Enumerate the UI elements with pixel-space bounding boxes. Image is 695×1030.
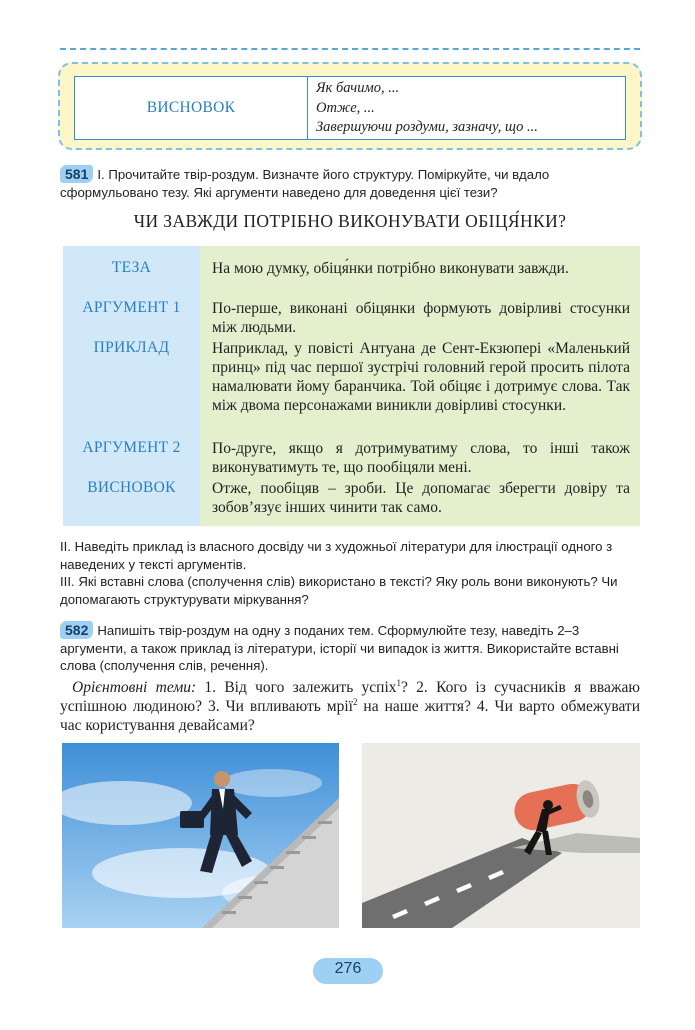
conclusion-phrase-2: Отже, ... <box>316 99 375 116</box>
label-thesis: ТЕЗА <box>111 259 152 276</box>
text-thesis: На мою думку, обіця́нки потрібно виконувати завжди. <box>212 260 569 277</box>
exercise-582 <box>60 622 640 675</box>
man-unrolling-road-illustration <box>362 743 640 928</box>
businessman-stairs-illustration <box>62 743 339 928</box>
theme-part-2: ? 2. Кого із сучасників я вважаю успішною людиною? 3. Чи впливають мрії <box>60 679 640 715</box>
themes-lead: Орієнтовні теми: <box>72 679 197 696</box>
label-conclusion: ВИСНОВОК <box>87 479 176 496</box>
exercise-581-text: І. Прочитайте твір-роздум. Визначте його структуру. Поміркуйте, чи вдало сформульовано тезу. Які аргументи наведено для доведення цієї тези? <box>60 167 550 200</box>
text-argument-2: По-друге, якщо я дотримуватиму слова, то інші також виконуватимуть те, що пообіцяли мені. <box>212 440 630 476</box>
text-conclusion: Отже, пообіцяв – зроби. Це допомагає зберегти довіру та зобов’язує інших чинити так само. <box>212 480 630 516</box>
essay-title: ЧИ ЗАВЖДИ ПОТРІБНО ВИКОНУВАТИ ОБІЦЯ́НКИ? <box>133 211 567 231</box>
conclusion-phrases <box>308 77 625 139</box>
exercise-number-badge: 582 <box>60 621 93 639</box>
theme-part-1: 1. Від чого залежить успіх <box>204 679 397 696</box>
text-example: Наприклад, у повісті Антуана де Сент-Екзюпері «Маленький принц» під час першої зустрічі головний герой просить пілота намалювати йому баранчика. Той обіцяє і дотримує слова. Так між двома персонажами виникли довірливі стосунки. <box>212 340 630 414</box>
exercise-582-text: Напишіть твір-роздум на одну з поданих тем. Сформулюйте тезу, наведіть 2–3 аргументи, а також приклад із літератури, історії чи випадок із життя. Використайте вставні слова (сполучення слів, речення). <box>60 623 619 673</box>
label-argument-2: АРГУМЕНТ 2 <box>82 439 181 456</box>
task-2-text: ІІ. Наведіть приклад із власного досвіду чи з художньої літератури для ілюстрації одного з наведених у тексті аргументів. <box>60 539 613 572</box>
top-dashed-rule <box>60 48 640 50</box>
page-number: 276 <box>334 960 362 977</box>
exercise-581 <box>60 166 640 201</box>
exercise-number-badge: 581 <box>60 165 93 183</box>
conclusion-table <box>74 76 626 140</box>
text-argument-1: По-перше, виконані обіцянки формують довірливі стосунки між людьми. <box>212 300 630 336</box>
task-3-text: ІІІ. Які вставні слова (сполучення слів) використано в тексті? Яку роль вони виконують? Чи допомагають структурувати міркування? <box>60 574 618 607</box>
footnote-mark-2: 2 <box>352 696 358 707</box>
label-argument-1: АРГУМЕНТ 1 <box>82 299 181 316</box>
conclusion-phrase-1: Як бачимо, ... <box>316 80 400 96</box>
footnote-mark-1: 1 <box>396 677 402 688</box>
conclusion-label: ВИСНОВОК <box>75 77 308 139</box>
theme-part-3: на наше життя? 4. Чи варто обмежувати час користування девайсами? <box>60 698 641 734</box>
suggested-themes <box>60 678 640 735</box>
label-example: ПРИКЛАД <box>93 339 170 356</box>
conclusion-phrase-3: Завершуючи роздуми, зазначу, що ... <box>316 119 538 135</box>
